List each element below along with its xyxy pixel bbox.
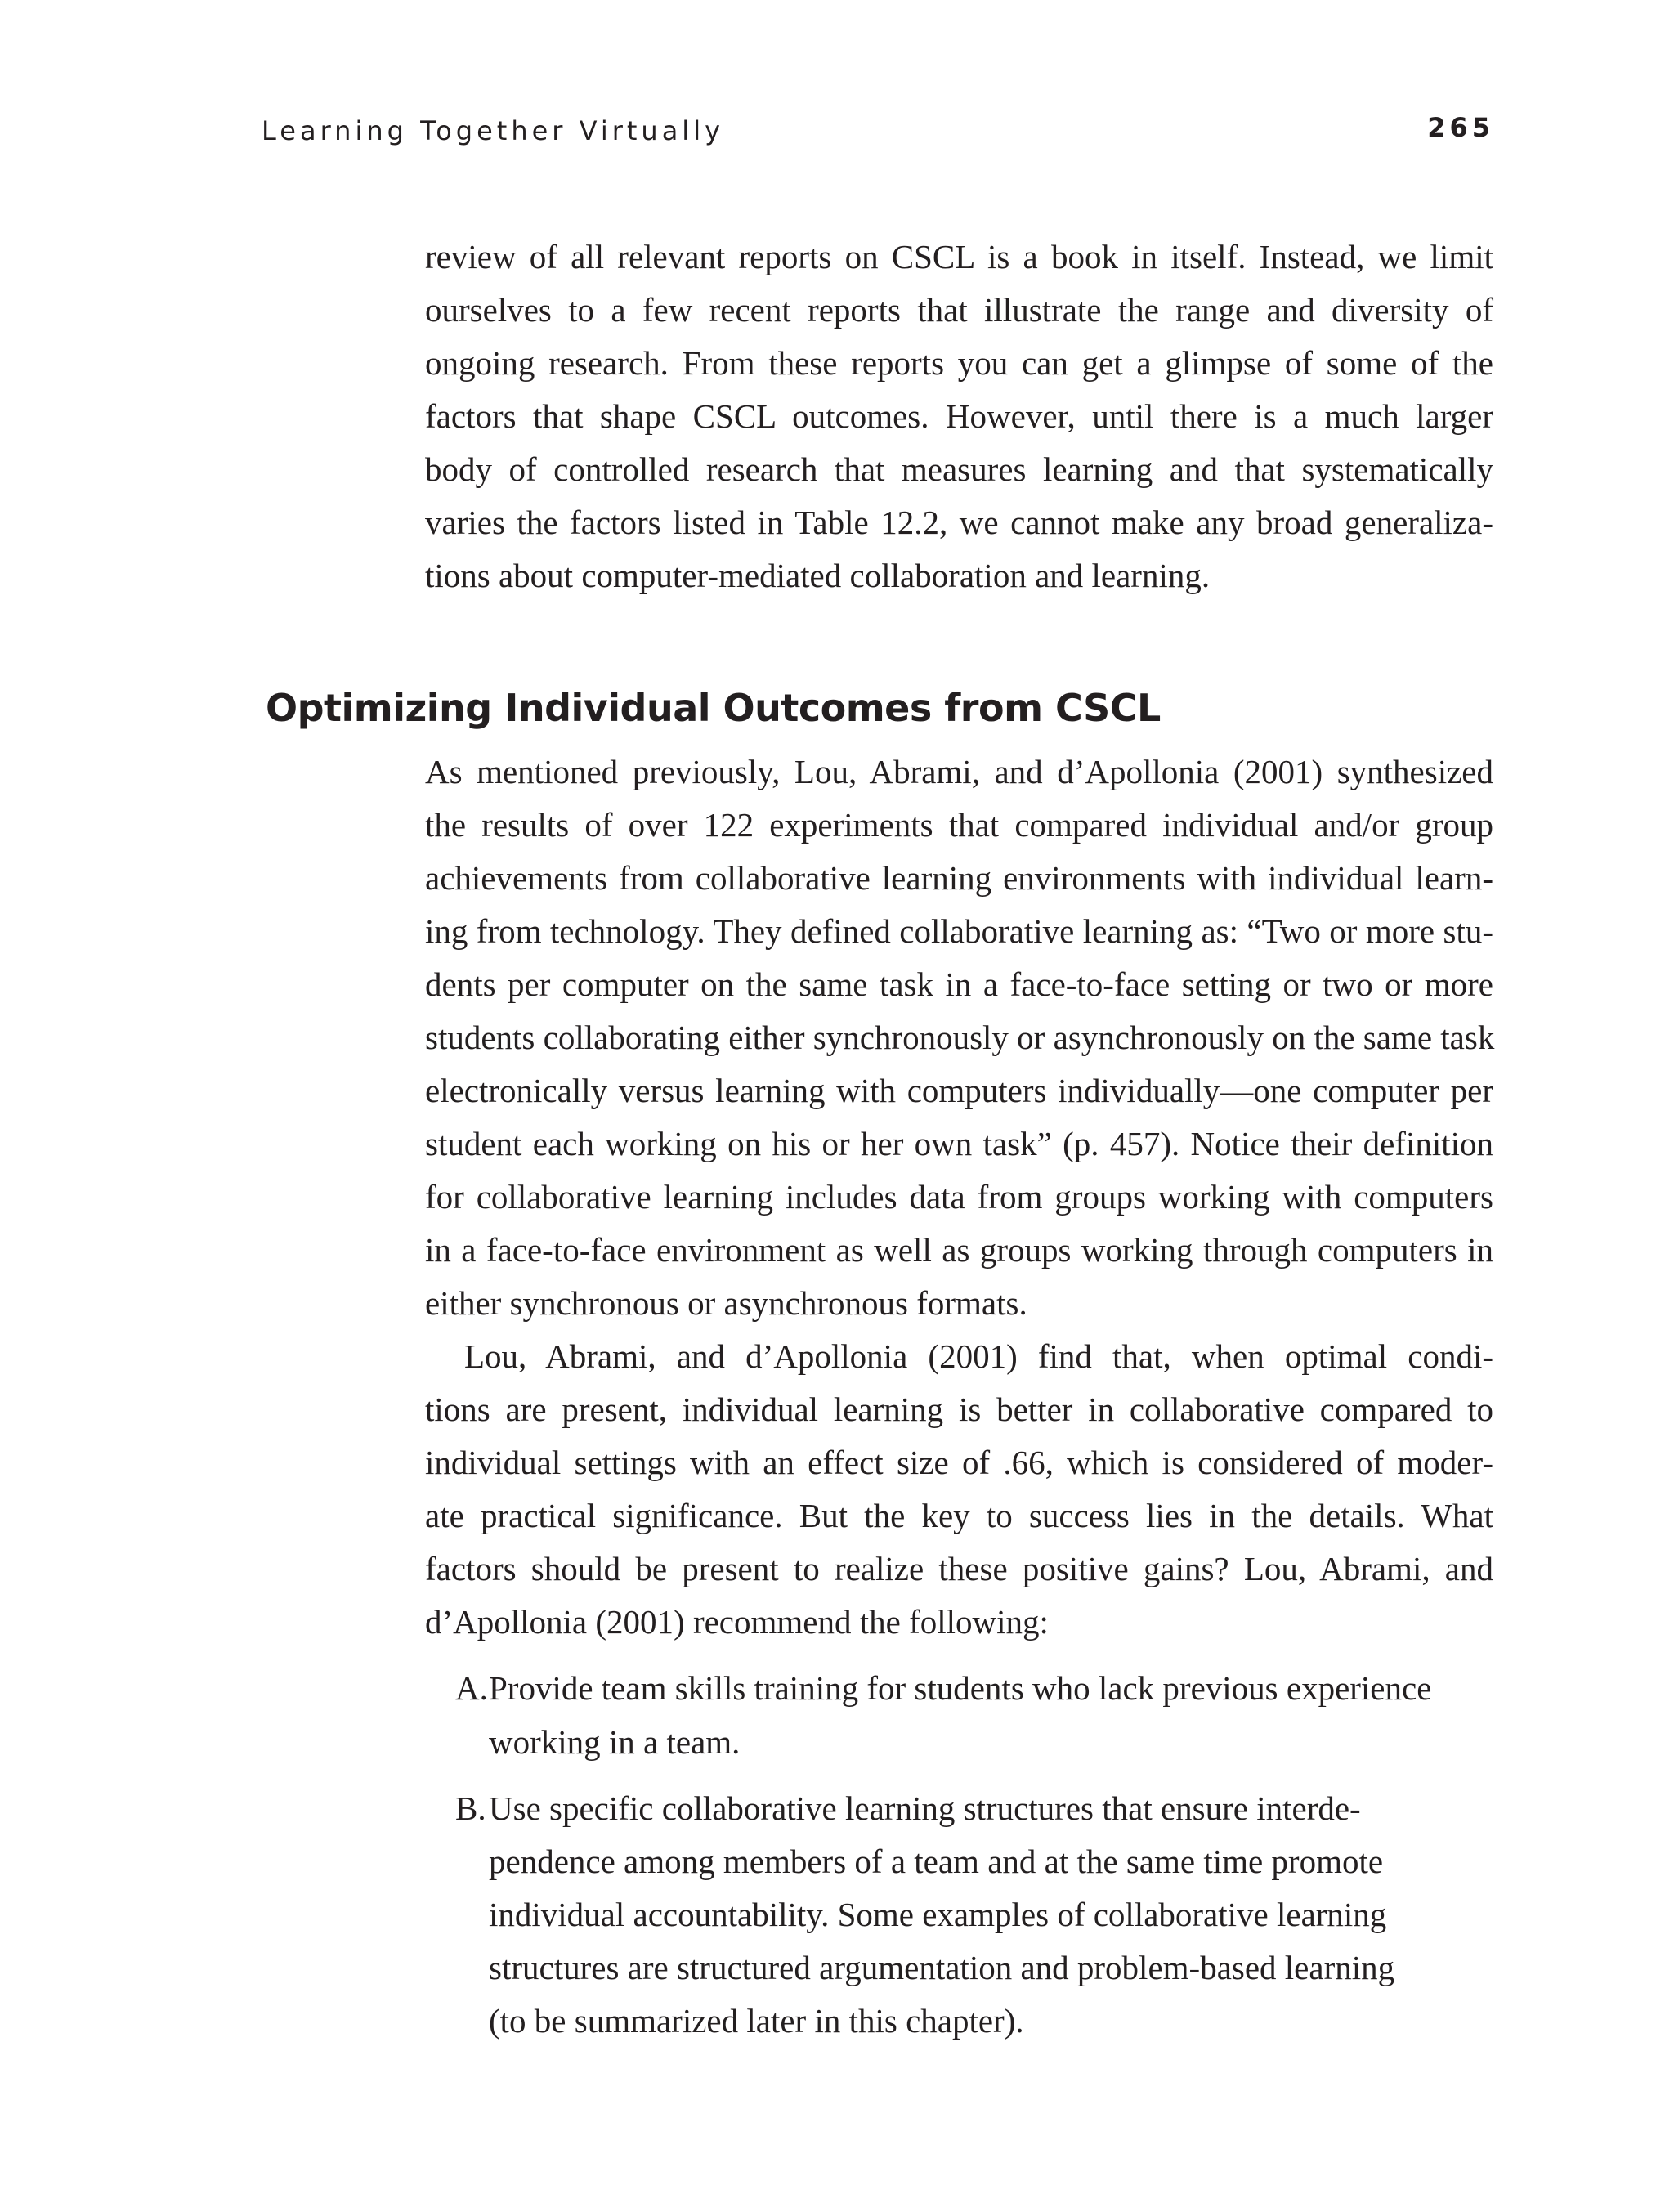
text-line: individual settings with an effect size of .66, which is considered of moder-	[425, 1444, 1493, 1481]
list-line: structures are structured argumentation and problem-based learning	[489, 1949, 1395, 1986]
text-line: factors should be present to realize these positive gains? Lou, Abrami, and	[425, 1550, 1493, 1587]
text-line: varies the factors listed in Table 12.2, we cannot make any broad generaliza-	[425, 504, 1493, 541]
list-line: Provide team skills training for students who lack previous experience	[489, 1669, 1432, 1707]
text-line: student each working on his or her own task” (p. 457). Notice their definition	[425, 1125, 1493, 1162]
text-line: ongoing research. From these reports you can get a glimpse of some of the	[425, 344, 1493, 382]
text-line: for collaborative learning includes data from groups working with computers	[425, 1178, 1493, 1216]
text-line: achievements from collaborative learning environments with individual learn-	[425, 859, 1493, 897]
text-line: in a face-to-face environment as well as groups working through computers in	[425, 1231, 1493, 1269]
text-line: As mentioned previously, Lou, Abrami, and d’Apollonia (2001) synthesized	[425, 753, 1493, 790]
text-line: factors that shape CSCL outcomes. However, until there is a much larger	[425, 397, 1493, 435]
text-line: ourselves to a few recent reports that illustrate the range and diversity of	[425, 291, 1493, 329]
text-line: review of all relevant reports on CSCL is a book in itself. Instead, we limit	[425, 238, 1493, 275]
text-line: electronically versus learning with computers individually—one computer per	[425, 1072, 1493, 1109]
text-line: ing from technology. They defined collaborative learning as: “Two or more stu-	[425, 912, 1493, 950]
list-line: Use specific collaborative learning structures that ensure interde-	[489, 1789, 1361, 1827]
list-line: individual accountability. Some examples of collaborative learning	[489, 1896, 1387, 1933]
text-line: the results of over 122 experiments that compared individual and/or group	[425, 806, 1493, 844]
section-heading: Optimizing Individual Outcomes from CSCL	[266, 686, 1161, 730]
text-line: d’Apollonia (2001) recommend the following:	[425, 1603, 1049, 1641]
list-line: (to be summarized later in this chapter).	[489, 2002, 1024, 2040]
text-line: Lou, Abrami, and d’Apollonia (2001) find that, when optimal condi-	[464, 1337, 1493, 1375]
running-head-title: Learning Together Virtually	[262, 115, 725, 146]
text-line: dents per computer on the same task in a face-to-face setting or two or more	[425, 965, 1493, 1003]
text-line: tions about computer-mediated collaboration and learning.	[425, 557, 1211, 594]
text-line: students collaborating either synchronously or asynchronously on the same task	[425, 1019, 1495, 1056]
text-line: either synchronous or asynchronous formats.	[425, 1284, 1027, 1322]
page-number: 265	[1427, 112, 1494, 143]
list-line: working in a team.	[489, 1723, 741, 1761]
text-line: ate practical significance. But the key to success lies in the details. What	[425, 1497, 1493, 1534]
text-line: body of controlled research that measures learning and that systematically	[425, 450, 1493, 488]
list-label: B.	[455, 1789, 486, 1827]
list-line: pendence among members of a team and at the same time promote	[489, 1843, 1384, 1880]
list-label: A.	[455, 1669, 488, 1707]
text-line: tions are present, individual learning is better in collaborative compared to	[425, 1390, 1493, 1428]
